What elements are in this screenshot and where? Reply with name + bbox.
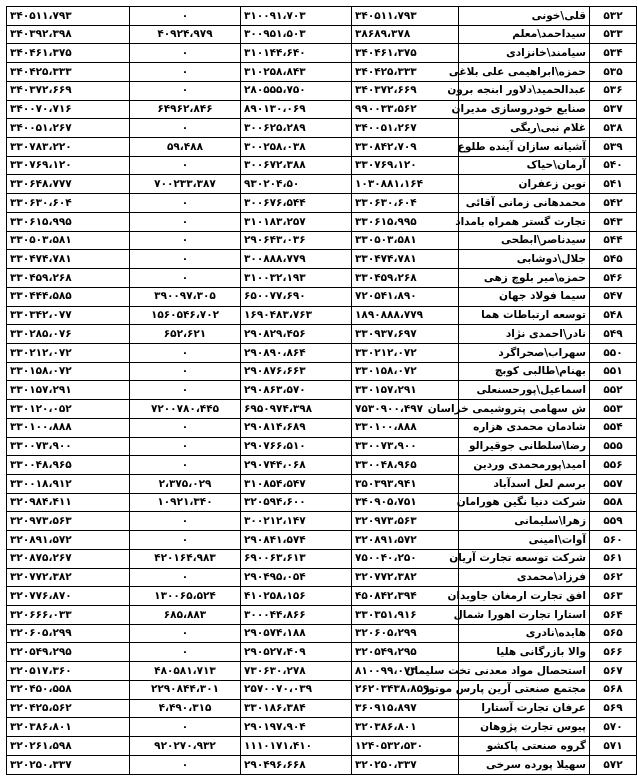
- table-row: [7, 624, 637, 643]
- amount-col-3: ۰: [130, 156, 241, 175]
- taxpayer-name: اسماعیل\پورحسنعلی: [459, 381, 590, 400]
- table-row: [7, 362, 637, 381]
- taxpayer-name: مجتمع صنعتی آرین پارس موتور: [459, 680, 590, 699]
- amount-col-2: ۷۳۰۶۳۰،۲۷۸: [241, 662, 352, 681]
- amount-col-1: ۳۳۰۹۳۷،۶۹۷: [352, 325, 459, 344]
- taxpayer-name: حمزه\میر بلوچ زهی: [459, 269, 590, 288]
- table-row: [7, 437, 637, 456]
- amount-col-1: ۳۳۰۶۱۵،۹۹۵: [352, 212, 459, 231]
- amount-col-2: ۳۲۰۵۹۴،۶۰۰: [241, 493, 352, 512]
- amount-col-2: ۲۹۰۸۴۱،۵۷۴: [241, 531, 352, 550]
- amount-col-2: ۲۹۰۴۹۶،۶۶۸: [241, 755, 352, 774]
- table-row: [7, 44, 637, 63]
- taxpayer-name: سهیلا پورده سرخی: [459, 755, 590, 774]
- amount-col-4: ۳۳۰۴۵۹،۲۶۸: [7, 269, 130, 288]
- amount-col-1: ۱۰۳۰۸۸۱،۱۶۴: [352, 175, 459, 194]
- taxpayer-name: شرکت دنیا نگین هورامان: [459, 493, 590, 512]
- amount-col-1: ۳۳۰۱۵۸،۰۷۲: [352, 362, 459, 381]
- amount-col-1: ۳۳۰۳۵۱،۹۱۶: [352, 606, 459, 625]
- amount-col-1: ۳۴۰۴۶۱،۳۷۵: [352, 44, 459, 63]
- row-number: ۵۶۹: [590, 699, 637, 718]
- amount-col-2: ۳۱۰۰۳۲،۱۹۳: [241, 269, 352, 288]
- amount-col-4: ۳۳۰۲۸۵،۰۷۶: [7, 325, 130, 344]
- taxpayer-name: محمدهانی زمانی آقائی: [459, 194, 590, 213]
- amount-col-4: ۳۲۰۸۹۱،۵۷۲: [7, 531, 130, 550]
- taxpayer-name: نوین زعفران: [459, 175, 590, 194]
- amount-col-1: ۳۲۰۳۸۶،۸۰۱: [352, 718, 459, 737]
- table-row: [7, 343, 637, 362]
- amount-col-4: ۳۳۰۰۴۸،۹۶۵: [7, 456, 130, 475]
- amount-col-3: ۶۴۹۶۲،۸۴۶: [130, 100, 241, 119]
- row-number: ۵۵۱: [590, 362, 637, 381]
- table-row: [7, 493, 637, 512]
- table-row: [7, 269, 637, 288]
- amount-col-1: ۴۵۰۸۴۲،۳۹۴: [352, 587, 459, 606]
- table-row: [7, 194, 637, 213]
- row-number: ۵۶۵: [590, 624, 637, 643]
- row-number: ۵۵۷: [590, 474, 637, 493]
- amount-col-4: ۳۴۰۵۱۱،۷۹۳: [7, 7, 130, 26]
- taxpayer-name: سیدناصر\ابطحی: [459, 231, 590, 250]
- amount-col-1: ۳۳۰۱۵۷،۲۹۱: [352, 381, 459, 400]
- table-row: [7, 81, 637, 100]
- amount-col-2: ۲۹۰۸۶۳،۵۷۰: [241, 381, 352, 400]
- table-row: [7, 718, 637, 737]
- amount-col-4: ۳۳۰۱۲۰،۰۵۲: [7, 400, 130, 419]
- row-number: ۵۴۵: [590, 250, 637, 269]
- row-number: ۵۳۳: [590, 25, 637, 44]
- amount-col-3: ۰: [130, 63, 241, 82]
- table-row: [7, 680, 637, 699]
- amount-col-4: ۳۳۰۲۱۲،۰۷۲: [7, 343, 130, 362]
- amount-col-3: ۰: [130, 44, 241, 63]
- table-row: [7, 606, 637, 625]
- amount-col-2: ۲۹۰۴۹۵،۰۵۴: [241, 568, 352, 587]
- amount-col-1: ۷۵۳۰۹۰۰،۴۹۷: [352, 400, 459, 419]
- table-row: [7, 63, 637, 82]
- amount-col-4: ۳۳۰۱۵۸،۰۷۲: [7, 362, 130, 381]
- amount-col-3: ۰: [130, 7, 241, 26]
- amount-col-3: ۰: [130, 531, 241, 550]
- taxpayer-name: افق تجارت ارمغان جاویدان: [459, 587, 590, 606]
- amount-col-3: ۰: [130, 381, 241, 400]
- amount-col-2: ۲۹۰۸۹۰،۸۶۴: [241, 343, 352, 362]
- amount-col-3: ۰: [130, 437, 241, 456]
- amount-col-4: ۳۲۰۵۴۹،۲۹۵: [7, 643, 130, 662]
- amount-col-2: ۶۵۰۰۷۷،۶۹۰: [241, 287, 352, 306]
- taxpayer-name: قلی\خونی: [459, 7, 590, 26]
- amount-col-2: ۳۱۰۱۸۳،۲۵۷: [241, 212, 352, 231]
- taxpayer-name: امید\پورمحمدی وردین: [459, 456, 590, 475]
- amount-col-2: ۲۹۰۵۷۴،۱۸۸: [241, 624, 352, 643]
- taxpayer-name: نادر\احمدی نژاد: [459, 325, 590, 344]
- amount-col-3: ۷۰۰۲۳۳،۳۸۷: [130, 175, 241, 194]
- amount-col-3: ۱۳۰۰۶۵،۵۲۴: [130, 587, 241, 606]
- taxpayer-name: بهنام\طالبی کوبچ: [459, 362, 590, 381]
- amount-col-2: ۴۱۰۲۵۸،۱۵۶: [241, 587, 352, 606]
- row-number: ۵۴۴: [590, 231, 637, 250]
- amount-col-3: ۴،۴۹۰،۳۱۵: [130, 699, 241, 718]
- amount-col-3: ۰: [130, 624, 241, 643]
- table-row: [7, 138, 637, 157]
- table-row: [7, 474, 637, 493]
- amount-col-3: ۰: [130, 755, 241, 774]
- amount-col-3: ۰: [130, 212, 241, 231]
- row-number: ۵۵۴: [590, 418, 637, 437]
- amount-col-1: ۳۳۰۲۱۲،۰۷۲: [352, 343, 459, 362]
- row-number: ۵۳۹: [590, 138, 637, 157]
- row-number: ۵۵۸: [590, 493, 637, 512]
- table-row: [7, 325, 637, 344]
- amount-col-2: ۳۰۰۹۵۱،۵۰۳: [241, 25, 352, 44]
- row-number: ۵۶۴: [590, 606, 637, 625]
- amount-col-2: ۳۱۰۰۹۱،۷۰۳: [241, 7, 352, 26]
- taxpayer-name: سیداحمد\معلم: [459, 25, 590, 44]
- amount-col-2: ۲۹۰۷۶۶،۵۱۰: [241, 437, 352, 456]
- table-row: [7, 100, 637, 119]
- amount-col-1: ۸۱۰۰۹۹،۰۷۳: [352, 662, 459, 681]
- amount-col-4: ۳۲۰۸۷۵،۲۶۷: [7, 549, 130, 568]
- table-row: [7, 737, 637, 756]
- taxpayer-name: حمزه\ابراهیمی علی بلاغی: [459, 63, 590, 82]
- amount-col-2: ۳۰۰۶۷۶،۵۴۴: [241, 194, 352, 213]
- row-number: ۵۳۴: [590, 44, 637, 63]
- row-number: ۵۳۵: [590, 63, 637, 82]
- taxpayer-name: توسعه ارتباطات هما: [459, 306, 590, 325]
- taxpayer-name: ش سهامی پتروشیمی خراسان: [459, 400, 590, 419]
- amount-col-4: ۳۴۰۴۲۵،۳۳۳: [7, 63, 130, 82]
- table-row: [7, 568, 637, 587]
- taxpayer-name: پیوس تجارت پژوهان: [459, 718, 590, 737]
- row-number: ۵۳۶: [590, 81, 637, 100]
- amount-col-2: ۱۶۹۰۴۸۳،۷۶۳: [241, 306, 352, 325]
- amount-col-2: ۲۹۰۸۲۹،۴۵۶: [241, 325, 352, 344]
- amount-col-2: ۸۹۰۱۳۰،۰۶۹: [241, 100, 352, 119]
- row-number: ۵۳۷: [590, 100, 637, 119]
- table-row: [7, 512, 637, 531]
- amount-col-2: ۹۳۰۲۰۴،۵۰: [241, 175, 352, 194]
- amount-col-4: ۳۲۰۹۸۴،۴۱۱: [7, 493, 130, 512]
- amount-col-4: ۳۳۰۶۴۸،۷۷۷: [7, 175, 130, 194]
- row-number: ۵۷۰: [590, 718, 637, 737]
- taxpayer-name: والا بازرگانی هلیا: [459, 643, 590, 662]
- row-number: ۵۶۲: [590, 568, 637, 587]
- row-number: ۵۶۰: [590, 531, 637, 550]
- amount-col-3: ۱۵۶۰۵۴۶،۷۰۲: [130, 306, 241, 325]
- amount-col-1: ۳۳۰۷۶۹،۱۲۰: [352, 156, 459, 175]
- taxpayer-name: فرزاد\محمدی: [459, 568, 590, 587]
- amount-col-4: ۳۴۰۳۷۲،۶۶۹: [7, 81, 130, 100]
- amount-col-1: ۳۳۰۰۷۳،۹۰۰: [352, 437, 459, 456]
- amount-col-4: ۳۴۰۰۵۱،۲۶۷: [7, 119, 130, 138]
- amount-col-1: ۳۳۰۴۵۹،۲۶۸: [352, 269, 459, 288]
- amount-col-2: ۲۹۰۱۹۷،۹۰۴: [241, 718, 352, 737]
- amount-col-4: ۳۲۰۷۷۶،۸۷۰: [7, 587, 130, 606]
- tax-records-sheet: [6, 6, 623, 775]
- table-row: [7, 587, 637, 606]
- amount-col-2: ۲۵۷۰۰۷۰،۰۳۹: [241, 680, 352, 699]
- amount-col-4: ۳۲۰۹۷۳،۵۶۳: [7, 512, 130, 531]
- amount-col-1: ۳۳۰۴۷۴،۷۸۱: [352, 250, 459, 269]
- table-row: [7, 175, 637, 194]
- table-row: [7, 400, 637, 419]
- row-number: ۵۴۲: [590, 194, 637, 213]
- amount-col-1: ۳۳۰۵۰۳،۵۸۱: [352, 231, 459, 250]
- row-number: ۵۴۶: [590, 269, 637, 288]
- amount-col-2: ۲۹۰۸۷۶،۶۶۳: [241, 362, 352, 381]
- amount-col-1: ۳۴۰۰۵۱،۲۶۷: [352, 119, 459, 138]
- table-row: [7, 250, 637, 269]
- taxpayer-name: زهرا\سلیمانی: [459, 512, 590, 531]
- amount-col-2: ۳۰۰۶۲۵،۲۸۹: [241, 119, 352, 138]
- row-number: ۵۵۹: [590, 512, 637, 531]
- amount-col-3: ۰: [130, 250, 241, 269]
- amount-col-4: ۳۴۰۰۷۰،۷۱۶: [7, 100, 130, 119]
- taxpayer-name: عبدالحمید\دلاور ابنجه برون: [459, 81, 590, 100]
- taxpayer-name: هایده\نادری: [459, 624, 590, 643]
- amount-col-4: ۳۲۰۲۵۰،۳۳۷: [7, 755, 130, 774]
- row-number: ۵۳۸: [590, 119, 637, 138]
- taxpayer-name: سیامند\خانزادی: [459, 44, 590, 63]
- amount-col-4: ۳۲۰۳۸۶،۸۰۱: [7, 718, 130, 737]
- amount-col-4: ۳۳۰۱۰۰،۸۸۸: [7, 418, 130, 437]
- amount-col-3: ۰: [130, 194, 241, 213]
- table-row: [7, 549, 637, 568]
- amount-col-1: ۷۲۰۵۴۱،۸۹۰: [352, 287, 459, 306]
- amount-col-4: ۳۴۰۴۶۱،۳۷۵: [7, 44, 130, 63]
- amount-col-1: ۳۵۰۳۹۳،۹۴۱: [352, 474, 459, 493]
- records-body: [7, 7, 637, 775]
- row-number: ۵۶۸: [590, 680, 637, 699]
- amount-col-1: ۳۲۰۲۵۰،۳۳۷: [352, 755, 459, 774]
- taxpayer-name: سهراب\صحراگرد: [459, 343, 590, 362]
- amount-col-1: ۳۲۰۷۷۲،۳۸۲: [352, 568, 459, 587]
- amount-col-4: ۳۲۰۶۶۶،۰۳۳: [7, 606, 130, 625]
- amount-col-3: ۳۹۰۰۹۷،۳۰۵: [130, 287, 241, 306]
- amount-col-3: ۰: [130, 718, 241, 737]
- amount-col-1: ۲۶۲۰۳۴۳۸،۸۵۹: [352, 680, 459, 699]
- amount-col-1: ۱۸۹۰۸۸۸،۷۷۹: [352, 306, 459, 325]
- amount-col-1: ۳۶۰۹۱۵،۸۹۷: [352, 699, 459, 718]
- amount-col-3: ۲،۳۷۵،۰۲۹: [130, 474, 241, 493]
- amount-col-3: ۹۲۰۲۷۰،۹۳۲: [130, 737, 241, 756]
- amount-col-4: ۳۴۰۳۹۲،۳۹۸: [7, 25, 130, 44]
- taxpayer-name: شرکت توسعه تجارت آریان: [459, 549, 590, 568]
- row-number: ۵۴۰: [590, 156, 637, 175]
- row-number: ۵۴۱: [590, 175, 637, 194]
- amount-col-3: ۰: [130, 568, 241, 587]
- amount-col-2: ۳۰۰۸۸۸،۷۷۹: [241, 250, 352, 269]
- amount-col-2: ۲۹۰۵۲۷،۴۰۹: [241, 643, 352, 662]
- table-row: [7, 119, 637, 138]
- amount-col-1: ۳۳۰۰۴۸،۹۶۵: [352, 456, 459, 475]
- amount-col-3: ۰: [130, 456, 241, 475]
- amount-col-2: ۳۰۰۰۴۴،۸۶۶: [241, 606, 352, 625]
- amount-col-4: ۳۳۰۴۷۴،۷۸۱: [7, 250, 130, 269]
- amount-col-3: ۰: [130, 643, 241, 662]
- amount-col-4: ۳۳۰۳۴۲،۰۷۷: [7, 306, 130, 325]
- amount-col-3: ۲۲۹۰۸۴۴،۳۰۱: [130, 680, 241, 699]
- amount-col-2: ۲۹۰۶۴۳،۰۳۶: [241, 231, 352, 250]
- amount-col-2: ۳۳۰۱۸۶،۳۸۴: [241, 699, 352, 718]
- row-number: ۵۵۶: [590, 456, 637, 475]
- amount-col-1: ۳۲۰۶۰۵،۲۹۹: [352, 624, 459, 643]
- amount-col-1: ۳۴۰۹۰۵،۷۵۱: [352, 493, 459, 512]
- amount-col-3: ۷۲۰۰۷۸۰،۴۴۵: [130, 400, 241, 419]
- amount-col-1: ۳۲۰۹۷۳،۵۶۳: [352, 512, 459, 531]
- table-row: [7, 287, 637, 306]
- amount-col-3: ۵۹،۴۸۸: [130, 138, 241, 157]
- taxpayer-name: رضا\سلطانی جوقیرالو: [459, 437, 590, 456]
- amount-col-4: ۳۳۰۰۷۳،۹۰۰: [7, 437, 130, 456]
- amount-col-2: ۲۹۰۷۴۴،۰۶۸: [241, 456, 352, 475]
- amount-col-4: ۳۲۰۴۵۰،۵۵۸: [7, 680, 130, 699]
- amount-col-2: ۳۰۰۶۷۲،۳۸۸: [241, 156, 352, 175]
- amount-col-4: ۳۳۰۴۴۴،۵۸۵: [7, 287, 130, 306]
- amount-col-4: ۳۳۰۷۸۳،۲۲۰: [7, 138, 130, 157]
- amount-col-1: ۷۵۰۰۴۰،۲۵۰: [352, 549, 459, 568]
- taxpayer-name: تجارت گستر همراه بامداد: [459, 212, 590, 231]
- taxpayer-name: صنایع خودروسازی مدیران: [459, 100, 590, 119]
- row-number: ۵۶۷: [590, 662, 637, 681]
- row-number: ۵۷۲: [590, 755, 637, 774]
- table-row: [7, 699, 637, 718]
- amount-col-3: ۴۲۰۱۶۴،۹۸۳: [130, 549, 241, 568]
- amount-col-2: ۲۸۰۵۵۵،۷۵۰: [241, 81, 352, 100]
- table-row: [7, 381, 637, 400]
- amount-col-3: ۰: [130, 512, 241, 531]
- taxpayer-name: برسم لعل اسدآباد: [459, 474, 590, 493]
- taxpayer-name: آشیانه سازان آینده طلوع: [459, 138, 590, 157]
- table-row: [7, 212, 637, 231]
- amount-col-2: ۳۱۰۱۴۴،۶۴۰: [241, 44, 352, 63]
- amount-col-2: ۱۱۱۰۱۷۱،۴۱۰: [241, 737, 352, 756]
- table-row: [7, 25, 637, 44]
- amount-col-4: ۳۳۰۷۶۹،۱۲۰: [7, 156, 130, 175]
- amount-col-1: ۳۲۰۸۹۱،۵۷۲: [352, 531, 459, 550]
- amount-col-1: ۳۳۰۱۰۰،۸۸۸: [352, 418, 459, 437]
- amount-col-3: ۴۸۰۵۸۱،۷۱۳: [130, 662, 241, 681]
- amount-col-1: ۹۹۰۰۳۳،۵۶۲: [352, 100, 459, 119]
- amount-col-4: ۳۲۰۷۷۲،۳۸۲: [7, 568, 130, 587]
- amount-col-3: ۰: [130, 269, 241, 288]
- taxpayer-name: شادمان محمدی هزاره: [459, 418, 590, 437]
- amount-col-2: ۶۹۰۰۶۳،۶۱۳: [241, 549, 352, 568]
- row-number: ۵۶۱: [590, 549, 637, 568]
- amount-col-3: ۰: [130, 418, 241, 437]
- table-row: [7, 531, 637, 550]
- taxpayer-name: استحصال مواد معدنی تخت سلیمان: [459, 662, 590, 681]
- amount-col-2: ۳۱۰۲۵۸،۸۴۳: [241, 63, 352, 82]
- table-row: [7, 7, 637, 26]
- taxpayer-name: آرمان\حیاک: [459, 156, 590, 175]
- amount-col-4: ۳۳۰۰۱۸،۹۱۲: [7, 474, 130, 493]
- amount-col-4: ۳۳۰۶۳۰،۶۰۴: [7, 194, 130, 213]
- taxpayer-name: گروه صنعتی پاکشو: [459, 737, 590, 756]
- table-row: [7, 755, 637, 774]
- amount-col-3: ۴۰۹۲۴،۹۷۹: [130, 25, 241, 44]
- amount-col-1: ۳۳۰۶۳۰،۶۰۴: [352, 194, 459, 213]
- row-number: ۵۵۲: [590, 381, 637, 400]
- amount-col-1: ۱۲۴۰۵۳۲،۵۳۰: [352, 737, 459, 756]
- taxpayer-name: جلال\دوشابی: [459, 250, 590, 269]
- amount-col-4: ۳۲۰۴۲۵،۵۶۲: [7, 699, 130, 718]
- amount-col-4: ۳۲۰۲۶۱،۵۹۸: [7, 737, 130, 756]
- table-row: [7, 662, 637, 681]
- table-row: [7, 418, 637, 437]
- row-number: ۵۶۶: [590, 643, 637, 662]
- amount-col-1: ۳۳۰۸۴۲،۷۰۹: [352, 138, 459, 157]
- row-number: ۵۴۳: [590, 212, 637, 231]
- row-number: ۵۵۵: [590, 437, 637, 456]
- amount-col-1: ۳۴۰۵۱۱،۷۹۳: [352, 7, 459, 26]
- row-number: ۵۴۷: [590, 287, 637, 306]
- row-number: ۵۳۲: [590, 7, 637, 26]
- taxpayer-name: عرفان تجارت آستارا: [459, 699, 590, 718]
- amount-col-4: ۳۲۰۶۰۵،۲۹۹: [7, 624, 130, 643]
- amount-col-3: ۶۸۵،۸۸۳: [130, 606, 241, 625]
- amount-col-4: ۳۳۰۶۱۵،۹۹۵: [7, 212, 130, 231]
- amount-col-4: ۳۳۰۱۵۷،۲۹۱: [7, 381, 130, 400]
- amount-col-3: ۰: [130, 231, 241, 250]
- taxpayer-name: غلام نبی\ریگی: [459, 119, 590, 138]
- amount-col-1: ۳۸۶۸۹،۳۷۸: [352, 25, 459, 44]
- row-number: ۵۶۳: [590, 587, 637, 606]
- amount-col-3: ۱۰۹۲۱،۳۴۰: [130, 493, 241, 512]
- table-row: [7, 306, 637, 325]
- taxpayer-name: آوات\امینی: [459, 531, 590, 550]
- table-row: [7, 643, 637, 662]
- table-row: [7, 456, 637, 475]
- row-number: ۵۴۸: [590, 306, 637, 325]
- amount-col-3: ۰: [130, 81, 241, 100]
- row-number: ۵۵۰: [590, 343, 637, 362]
- table-row: [7, 231, 637, 250]
- row-number: ۵۴۹: [590, 325, 637, 344]
- amount-col-2: ۲۹۰۸۱۴،۶۸۹: [241, 418, 352, 437]
- row-number: ۵۵۳: [590, 400, 637, 419]
- amount-col-4: ۳۳۰۵۰۳،۵۸۱: [7, 231, 130, 250]
- records-table: [6, 6, 637, 775]
- amount-col-3: ۰: [130, 119, 241, 138]
- row-number: ۵۷۱: [590, 737, 637, 756]
- amount-col-2: ۳۰۰۲۵۸،۰۳۸: [241, 138, 352, 157]
- amount-col-3: ۶۵۲،۶۲۱: [130, 325, 241, 344]
- table-row: [7, 156, 637, 175]
- amount-col-2: ۳۱۰۸۵۴،۵۴۷: [241, 474, 352, 493]
- amount-col-3: ۰: [130, 362, 241, 381]
- amount-col-1: ۳۲۰۵۴۹،۲۹۵: [352, 643, 459, 662]
- amount-col-3: ۰: [130, 343, 241, 362]
- taxpayer-name: سیما فولاد جهان: [459, 287, 590, 306]
- amount-col-1: ۳۴۰۴۲۵،۳۳۳: [352, 63, 459, 82]
- amount-col-1: ۳۴۰۳۷۲،۶۶۹: [352, 81, 459, 100]
- taxpayer-name: استارا تجارت اهورا شمال: [459, 606, 590, 625]
- amount-col-4: ۳۲۰۵۱۷،۳۶۰: [7, 662, 130, 681]
- amount-col-2: ۳۰۰۲۱۲،۱۴۷: [241, 512, 352, 531]
- amount-col-2: ۶۹۵۰۹۷۴،۳۹۸: [241, 400, 352, 419]
